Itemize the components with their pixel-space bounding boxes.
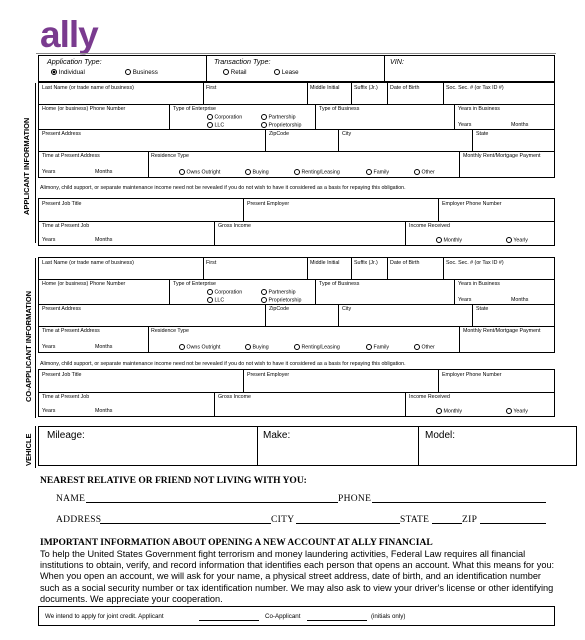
business-option[interactable]: Business — [125, 69, 158, 76]
applicant-side-label: APPLICANT INFORMATION — [22, 117, 31, 215]
co-buying-option[interactable]: Buying — [245, 344, 269, 350]
model-label: Model: — [425, 430, 456, 441]
co-applicant-label: Co-Applicant — [265, 613, 301, 620]
business-radio[interactable] — [125, 69, 131, 75]
notice-body: To help the United States Government fight terrorism and money laundering activities, Federal Law requires all financial institutions to obtain, verify, and record information that identifies each person that opens an account. What this means for you: When you open an account, we will ask for your name, a physical street address, date of birth, and an identification number such as a social security number or tax identification number. We may also ask to view your driver's license or other identifying documents. We appreciate your cooperation. — [40, 549, 555, 604]
individual-option[interactable]: Individual — [51, 69, 85, 76]
ssn-label: Soc. Sec. # (or Tax ID #) — [446, 85, 504, 91]
family-option[interactable]: Family — [366, 169, 389, 175]
coapplicant-initials-field[interactable] — [307, 620, 367, 621]
other-option[interactable]: Other — [414, 169, 435, 175]
monthly-option[interactable]: Monthly — [436, 237, 462, 243]
mileage-label: Mileage: — [47, 430, 85, 441]
relative-phone-field[interactable] — [372, 494, 546, 503]
coapplicant-employment-grid: Present Job Title Present Employer Employer Phone Number Time at Present Job Years Months Gross Income Income Received Monthly Yearly — [38, 369, 555, 417]
relative-phone-label: PHONE — [338, 494, 372, 504]
applicant-employment-grid: Present Job Title Present Employer Employer Phone Number Time at Present Job Years Months Gross Income Income Received Monthly Yearly — [38, 198, 555, 246]
job-title-label: Present Job Title — [42, 201, 82, 207]
relative-state-field[interactable] — [432, 515, 462, 524]
suffix-label: Suffix (Jr.) — [354, 85, 378, 91]
corporation-option[interactable]: Corporation — [207, 114, 242, 120]
lease-option[interactable]: Lease — [274, 69, 299, 76]
relative-address-field[interactable] — [100, 515, 271, 524]
make-label: Make: — [263, 430, 291, 441]
lease-radio[interactable] — [274, 69, 280, 75]
first-name-label: First — [206, 85, 217, 91]
last-name-label: Last Name (or trade name of business) — [42, 85, 134, 91]
applicant-initials-field[interactable] — [199, 620, 259, 621]
relative-city-label: CITY — [271, 515, 295, 525]
type-of-business-label: Type of Business — [319, 106, 360, 112]
owns-outright-option[interactable]: Owns Outright — [179, 169, 220, 175]
ally-logo: ally — [40, 14, 98, 55]
co-proprietorship-option[interactable]: Proprietorship — [261, 297, 301, 303]
alimony-notice: Alimony, child support, or separate maintenance income need not be revealed if you do not wish to have it considered as a basis for repaying this obligation. — [40, 185, 406, 191]
applicant-grid: Last Name (or trade name of business) First Middle Initial Suffix (Jr.) Date of Birth Soc. Sec. # (or Tax ID #) Home (or business) Phone Number Type of Enterprise Corporation Partnership LLC Proprietorship Type of Business Years in Business Years Months Present Address ZipCode City State Time at Present Address Years Months Residence Type Owns Outright Buying Renting/Leasing Family Other Monthly Rent/Mortgage Payment — [38, 82, 555, 178]
application-header-box — [38, 55, 555, 82]
middle-initial-label: Middle Initial — [310, 85, 340, 91]
relative-name-field[interactable] — [86, 494, 338, 503]
transaction-type-label: Transaction Type: — [214, 57, 271, 66]
partnership-option[interactable]: Partnership — [261, 114, 296, 120]
city-label: City — [342, 131, 352, 137]
time-at-address-label: Time at Present Address — [42, 153, 100, 159]
co-family-option[interactable]: Family — [366, 344, 389, 350]
co-alimony-notice: Alimony, child support, or separate maintenance income need not be revealed if you do not wish to have it considered as a basis for repaying this obligation. — [40, 361, 406, 367]
years-in-business-label: Years in Business — [458, 106, 500, 112]
renting-option[interactable]: Renting/Leasing — [294, 169, 340, 175]
residence-type-label: Residence Type — [151, 153, 189, 159]
zip-label: ZipCode — [269, 131, 290, 137]
state-label: State — [476, 131, 489, 137]
retail-radio[interactable] — [223, 69, 229, 75]
relative-city-field[interactable] — [296, 515, 400, 524]
relative-zip-field[interactable] — [480, 515, 546, 524]
relative-state-label: STATE — [400, 515, 430, 525]
vehicle-side-label: VEHICLE — [24, 433, 33, 466]
dob-label: Date of Birth — [390, 85, 420, 91]
co-other-option[interactable]: Other — [414, 344, 435, 350]
time-at-job-label: Time at Present Job — [42, 223, 90, 229]
income-received-label: Income Received — [409, 223, 450, 229]
co-renting-option[interactable]: Renting/Leasing — [294, 344, 340, 350]
gross-income-label: Gross Income — [218, 223, 251, 229]
co-partnership-option[interactable]: Partnership — [261, 289, 296, 295]
joint-credit-box — [38, 606, 555, 626]
application-type-label: Application Type: — [47, 57, 102, 66]
coapplicant-side-label: CO-APPLICANT INFORMATION — [24, 290, 33, 402]
individual-radio[interactable] — [51, 69, 57, 75]
present-address-label: Present Address — [42, 131, 81, 137]
llc-option[interactable]: LLC — [207, 122, 224, 128]
enterprise-label: Type of Enterprise — [173, 106, 216, 112]
monthly-rent-label: Monthly Rent/Mortgage Payment — [463, 153, 541, 159]
vehicle-box — [38, 426, 577, 466]
retail-option[interactable]: Retail — [223, 69, 247, 76]
co-owns-outright-option[interactable]: Owns Outright — [179, 344, 220, 350]
employer-phone-label: Employer Phone Number — [442, 201, 502, 207]
coapplicant-grid: Last Name (or trade name of business) First Middle Initial Suffix (Jr.) Date of Birth Soc. Sec. # (or Tax ID #) Home (or business) Phone Number Type of Enterprise Corporation Partnership LLC Proprietorship Type of Business Years in Business Years Months Present Address ZipCode City State Time at Present Address Years Months Residence Type Owns Outright Buying Renting/Leasing Family Other Monthly Rent/Mortgage Payment — [38, 257, 555, 353]
home-phone-label: Home (or business) Phone Number — [42, 106, 126, 112]
buying-option[interactable]: Buying — [245, 169, 269, 175]
co-llc-option[interactable]: LLC — [207, 297, 224, 303]
co-yearly-option[interactable]: Yearly — [506, 408, 528, 414]
relative-heading: NEAREST RELATIVE OR FRIEND NOT LIVING WITH YOU: — [40, 476, 307, 486]
relative-address-label: ADDRESS — [56, 515, 102, 525]
co-monthly-option[interactable]: Monthly — [436, 408, 462, 414]
employer-label: Present Employer — [247, 201, 290, 207]
vin-label: VIN: — [390, 57, 404, 66]
relative-name-label: NAME — [56, 494, 86, 504]
proprietorship-option[interactable]: Proprietorship — [261, 122, 301, 128]
yearly-option[interactable]: Yearly — [506, 237, 528, 243]
header-divider — [36, 53, 556, 54]
initials-only-label: (initials only) — [371, 613, 406, 620]
relative-zip-label: ZIP — [462, 515, 478, 525]
joint-intend-label: We intend to apply for joint credit. Applicant — [45, 613, 164, 620]
co-corporation-option[interactable]: Corporation — [207, 289, 242, 295]
notice-heading: IMPORTANT INFORMATION ABOUT OPENING A NEW ACCOUNT AT ALLY FINANCIAL — [40, 538, 433, 548]
